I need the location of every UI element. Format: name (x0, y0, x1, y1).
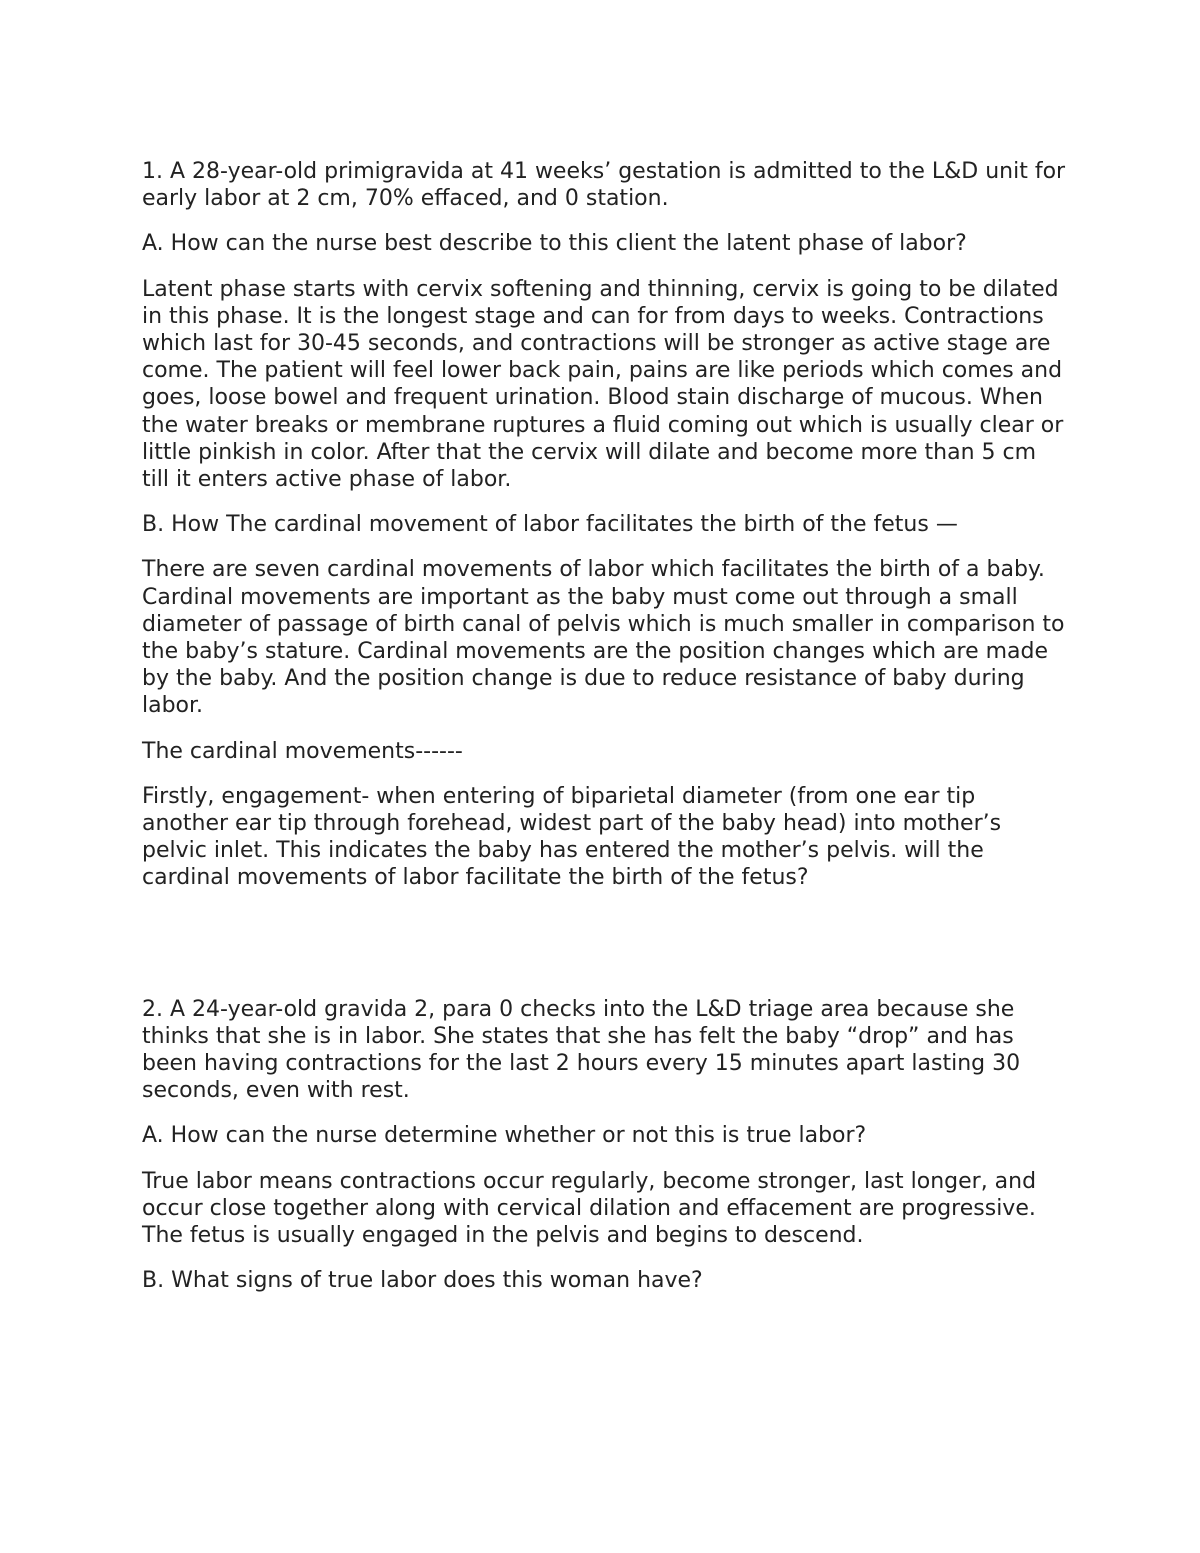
question-1a-answer: Latent phase starts with cervix softening and thinning, cervix is going to be dilated in this phase. It is the longest stage and can for from days to weeks. Contractions which last for 30-45 seconds, and contractions will be stronger as active stage are come. The patient will feel lower back pain, pains are like periods which comes and goes, loose bowel and frequent urination. Blood stain discharge of mucous. When the water breaks or membrane ruptures a fluid coming out which is usually clear or little pinkish in color. After that the cervix will dilate and become more than 5 cm till it enters active phase of labor. (142, 276, 1064, 493)
question-2a-answer: True labor means contractions occur regularly, become stronger, last longer, and occur close together along with cervical dilation and effacement are progressive. The fetus is usually engaged in the pelvis and begins to descend. (142, 1168, 1037, 1249)
question-2-stem: 2. A 24-year-old gravida 2, para 0 checks into the L&D triage area because she thinks that she is in labor. She states that she has felt the baby “drop” and has been having contractions for the last 2 hours every 15 minutes apart lasting 30 seconds, even with rest. (142, 996, 1021, 1104)
question-1a-prompt: A. How can the nurse best describe to this client the latent phase of labor? (142, 231, 967, 257)
question-2a-prompt: A. How can the nurse determine whether or not this is true labor? (142, 1123, 867, 1149)
question-1b-answer: There are seven cardinal movements of labor which facilitates the birth of a baby. Cardinal movements are important as the baby must come out through a small diameter of passage of birth canal of pelvis which is much smaller in comparison to the baby’s stature. Cardinal movements are the position changes which are made by the baby. And the position change is due to reduce resistance of baby during labor. (142, 557, 1065, 719)
question-1-stem: 1. A 28-year-old primigravida at 41 weeks’ gestation is admitted to the L&D unit for early labor at 2 cm, 70% effaced, and 0 station. (142, 159, 1066, 212)
cardinal-movements-heading: The cardinal movements------ (142, 738, 463, 764)
question-2b-prompt: B. What signs of true labor does this woman have? (142, 1268, 703, 1294)
cardinal-movements-text: Firstly, engagement- when entering of biparietal diameter (from one ear tip another ear tip through forehead, widest part of the baby head) into mother’s pelvic inlet. This indicates the baby has entered the mother’s pelvis. will the cardinal movements of labor facilitate the birth of the fetus? (142, 783, 1002, 891)
question-1b-prompt: B. How The cardinal movement of labor facilitates the birth of the fetus — (142, 512, 958, 538)
document-body (142, 158, 1067, 1313)
section-spacer (142, 910, 1067, 996)
